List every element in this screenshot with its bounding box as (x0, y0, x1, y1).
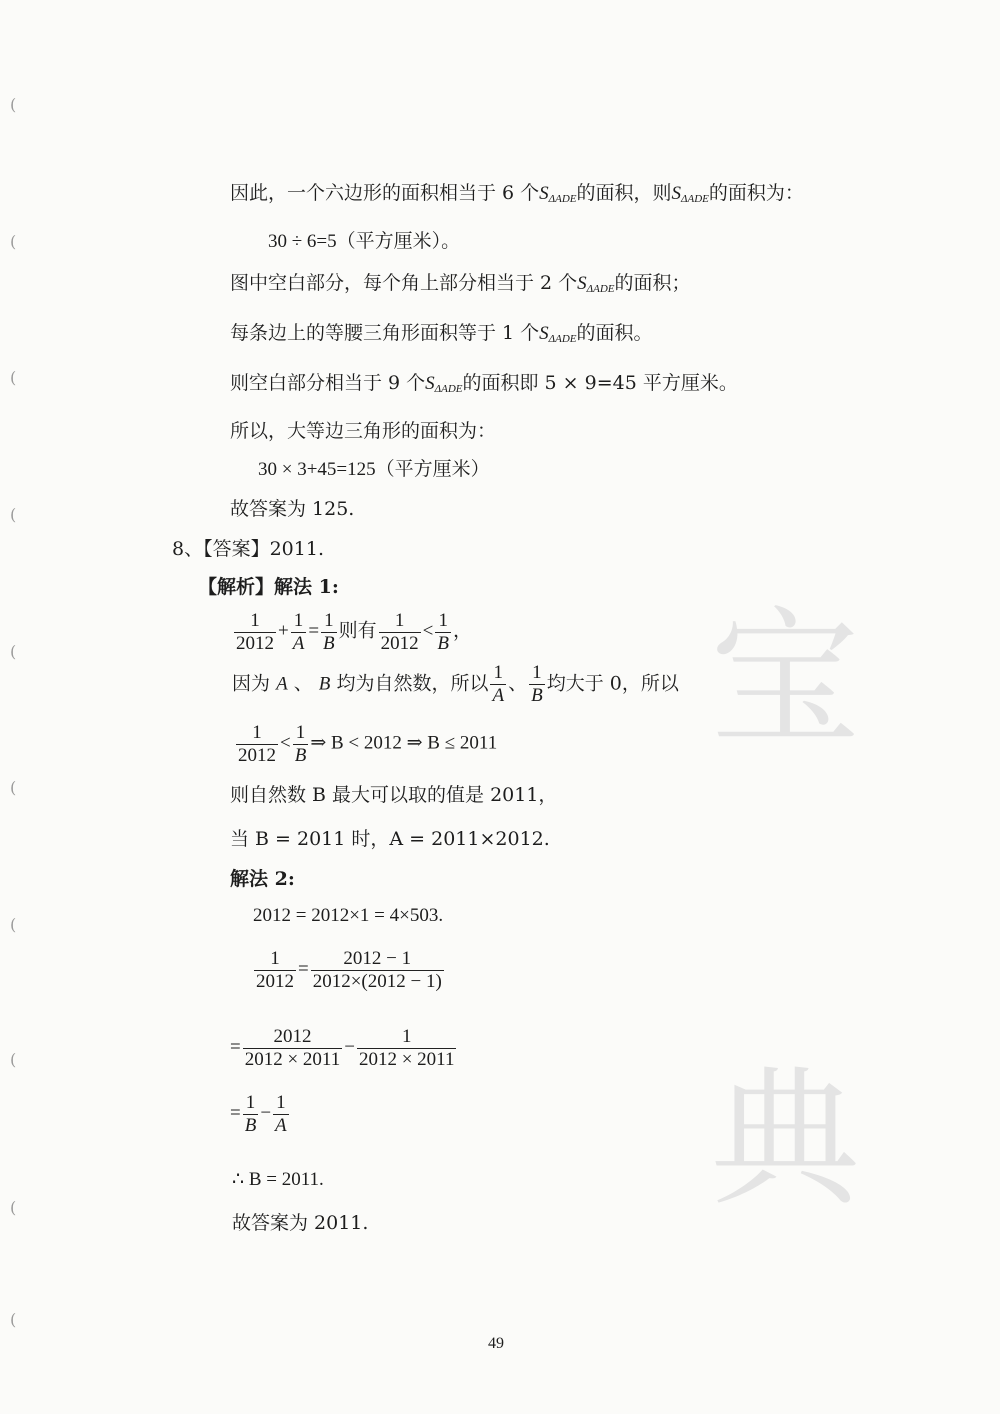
text-line: 30 ÷ 6=5（平方厘米）。 (268, 231, 461, 252)
fraction: $\frac{2012}{2012 \times 2011}$ (244, 1026, 341, 1070)
binder-hole: ( (10, 1198, 17, 1217)
binder-hole: ( (10, 778, 17, 797)
text-line: 则空白部分相当于 9 个$S_{\Delta ADE}$的面积即 5 × 9=45 平方厘米。 (230, 372, 738, 395)
fraction: $\frac{1}{B}$ (531, 662, 543, 706)
binder-hole: ( (10, 232, 17, 251)
fraction: $\frac{1}{B}$ (294, 722, 307, 766)
fraction: $\frac{1}{2012 \times 2011}$ (358, 1026, 455, 1070)
text-line: 当 B = 2011 时，A = 2011×2012. (230, 828, 550, 850)
binder-hole: ( (10, 505, 17, 524)
watermark-dian: 典 (710, 1053, 861, 1227)
binder-hole: ( (10, 95, 17, 114)
fraction: $\frac{1}{A}$ (492, 662, 505, 706)
fraction: $\frac{1}{2012}$ (238, 722, 276, 766)
solution-heading: 解法 2: (230, 868, 295, 890)
fraction: $\frac{1}{2012}$ (236, 610, 274, 654)
text-line: 每条边上的等腰三角形面积等于 1 个$S_{\Delta ADE}$的面积。 (230, 322, 653, 345)
page-number: 49 (488, 1335, 504, 1352)
equation-line: 2012 = 2012×1 = 4×503. (253, 905, 444, 926)
fraction: $\frac{1}{A}$ (275, 1092, 287, 1136)
text-line: 则自然数 B 最大可以取的值是 2011， (230, 784, 558, 806)
equation-line: ∴ B = 2011. (232, 1169, 324, 1190)
fraction: $\frac{1}{A}$ (292, 610, 305, 654)
equation-line: $\frac{1}{2012}$ + $\frac{1}{A}$ = $\frac{1}{B}$ 则有 $\frac{1}{2012}$ < $\frac{1}{B}$ ， (236, 610, 473, 654)
answer-heading: 8、【答案】2011. (172, 538, 324, 560)
text-line: 所以，大等边三角形的面积为： (230, 420, 497, 442)
equation-line: = $\frac{2012}{2012 \times 2011}$ − $\frac{1}{2012 \times 2011}$ (230, 1026, 455, 1070)
watermark-bao: 宝 (710, 593, 861, 767)
text-line: 30 × 3+45=125（平方厘米） (258, 459, 490, 480)
solution-heading: 【解析】解法 1: (198, 576, 339, 598)
text-line: 因为 A 、 B 均为自然数，所以 $\frac{1}{A}$ 、 $\frac{1}{B}$ 均大于 0，所以 (232, 662, 679, 706)
fraction: $\frac{2012 - 1}{2012\times(2012 - 1)}$ (312, 948, 442, 992)
equation-line: $\frac{1}{2012}$ = $\frac{2012 - 1}{2012\times(2012 - 1)}$ (256, 948, 442, 992)
binder-hole: ( (10, 642, 17, 661)
text-line: 故答案为 125. (230, 498, 355, 520)
fraction: $\frac{1}{B}$ (244, 1092, 257, 1136)
area-symbol: $S_{\Delta ADE}$ (539, 183, 577, 205)
binder-hole: ( (10, 368, 17, 387)
text-line: 故答案为 2011. (232, 1212, 369, 1234)
fraction: $\frac{1}{B}$ (437, 610, 449, 654)
area-symbol: $S_{\Delta ADE}$ (425, 373, 463, 395)
equation-line: = $\frac{1}{B}$ − $\frac{1}{A}$ (230, 1092, 287, 1136)
text-line: 图中空白部分，每个角上部分相当于 2 个$S_{\Delta ADE}$的面积； (230, 272, 691, 295)
area-symbol: $S_{\Delta ADE}$ (577, 273, 615, 295)
binder-hole: ( (10, 1310, 17, 1329)
area-symbol: $S_{\Delta ADE}$ (671, 183, 709, 205)
binder-hole: ( (10, 1050, 17, 1069)
fraction: $\frac{1}{B}$ (323, 610, 335, 654)
fraction: $\frac{1}{2012}$ (256, 948, 294, 992)
binder-hole: ( (10, 915, 17, 934)
fraction: $\frac{1}{2012}$ (380, 610, 419, 654)
equation-line: $\frac{1}{2012}$ < $\frac{1}{B}$ ⇒ B < 2012 ⇒ B ≤ 2011 (238, 722, 498, 766)
text-line: 因此，一个六边形的面积相当于 6 个$S_{\Delta ADE}$的面积，则$S_{\Delta ADE}$的面积为： (230, 182, 804, 205)
area-symbol: $S_{\Delta ADE}$ (539, 323, 577, 345)
